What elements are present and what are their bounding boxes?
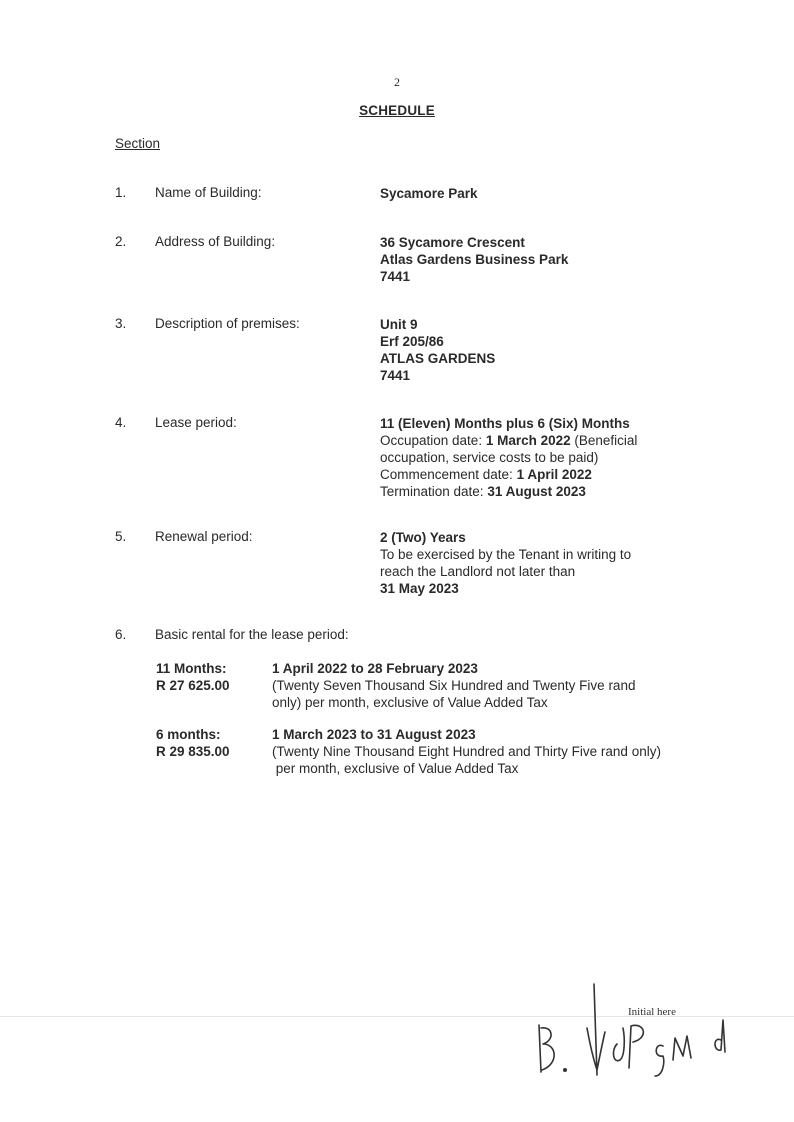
- page-number: 2: [394, 75, 400, 89]
- value-segment: 31 August 2023: [487, 484, 586, 499]
- handwritten-initials: [525, 980, 745, 1080]
- value-line: reach the Landlord not later than: [380, 564, 576, 579]
- rental-description: (Twenty Seven Thousand Six Hundred and Twenty Five rand: [272, 678, 636, 693]
- item-value: [380, 234, 568, 285]
- value-segment: Termination date:: [380, 484, 488, 499]
- initial-here-label: Initial here: [628, 1006, 676, 1018]
- value-segment: Commencement date:: [380, 467, 517, 482]
- rental-description: per month, exclusive of Value Added Tax: [272, 761, 519, 776]
- rental-dates: 1 April 2022 to 28 February 2023: [272, 661, 478, 676]
- page-title: SCHEDULE: [359, 103, 435, 118]
- value-line: 7441: [380, 269, 411, 284]
- value-line: Unit 9: [380, 317, 418, 332]
- value-line: To be exercised by the Tenant in writing to: [380, 547, 632, 562]
- value-line: Erf 205/86: [380, 334, 444, 349]
- value-segment: (Beneficial: [570, 433, 638, 448]
- rental-period-label: 6 months:: [156, 727, 221, 742]
- value-segment: 1 March 2022: [485, 433, 571, 448]
- rental-description: only) per month, exclusive of Value Added Tax: [272, 695, 548, 710]
- item-value: [380, 529, 631, 597]
- rental-details: [272, 726, 661, 777]
- value-line: 2 (Two) Years: [380, 530, 466, 545]
- value-line: Sycamore Park: [380, 186, 478, 201]
- item-value: [380, 185, 478, 202]
- item-value: [380, 316, 495, 384]
- rental-period: [156, 726, 230, 760]
- rental-period: [156, 660, 230, 694]
- rental-details: [272, 660, 635, 711]
- value-line: [380, 466, 637, 483]
- value-line: Atlas Gardens Business Park: [380, 252, 569, 267]
- item-label: Name of Building:: [155, 185, 262, 200]
- value-segment: 1 April 2022: [516, 467, 592, 482]
- rental-amount: R 29 835.00: [156, 744, 230, 759]
- rental-dates: 1 March 2023 to 31 August 2023: [272, 727, 476, 742]
- value-segment: 11 (Eleven) Months plus 6 (Six) Months: [380, 416, 630, 431]
- item-label: Description of premises:: [155, 316, 300, 331]
- item-number: 4.: [115, 415, 127, 430]
- value-line: [380, 432, 637, 449]
- item-label: Lease period:: [155, 415, 237, 430]
- item-value: [380, 415, 637, 500]
- item-label: Basic rental for the lease period:: [155, 627, 349, 642]
- value-line: [380, 449, 637, 466]
- value-line: [380, 483, 637, 500]
- item-number: 3.: [115, 316, 127, 331]
- item-number: 2.: [115, 234, 127, 249]
- value-segment: occupation, service costs to be paid): [380, 450, 599, 465]
- rental-amount: R 27 625.00: [156, 678, 230, 693]
- item-label: Address of Building:: [155, 234, 276, 249]
- item-label: Renewal period:: [155, 529, 253, 544]
- value-line: [380, 415, 637, 432]
- item-number: 6.: [115, 627, 127, 642]
- rental-period-label: 11 Months:: [156, 661, 227, 676]
- item-number: 1.: [115, 185, 127, 200]
- rental-description: (Twenty Nine Thousand Eight Hundred and Thirty Five rand only): [272, 744, 661, 759]
- section-heading: Section: [115, 136, 161, 151]
- value-line: 36 Sycamore Crescent: [380, 235, 525, 250]
- value-line: 7441: [380, 368, 411, 383]
- value-line: 31 May 2023: [380, 581, 459, 596]
- value-segment: Occupation date:: [380, 433, 486, 448]
- value-line: ATLAS GARDENS: [380, 351, 496, 366]
- item-number: 5.: [115, 529, 127, 544]
